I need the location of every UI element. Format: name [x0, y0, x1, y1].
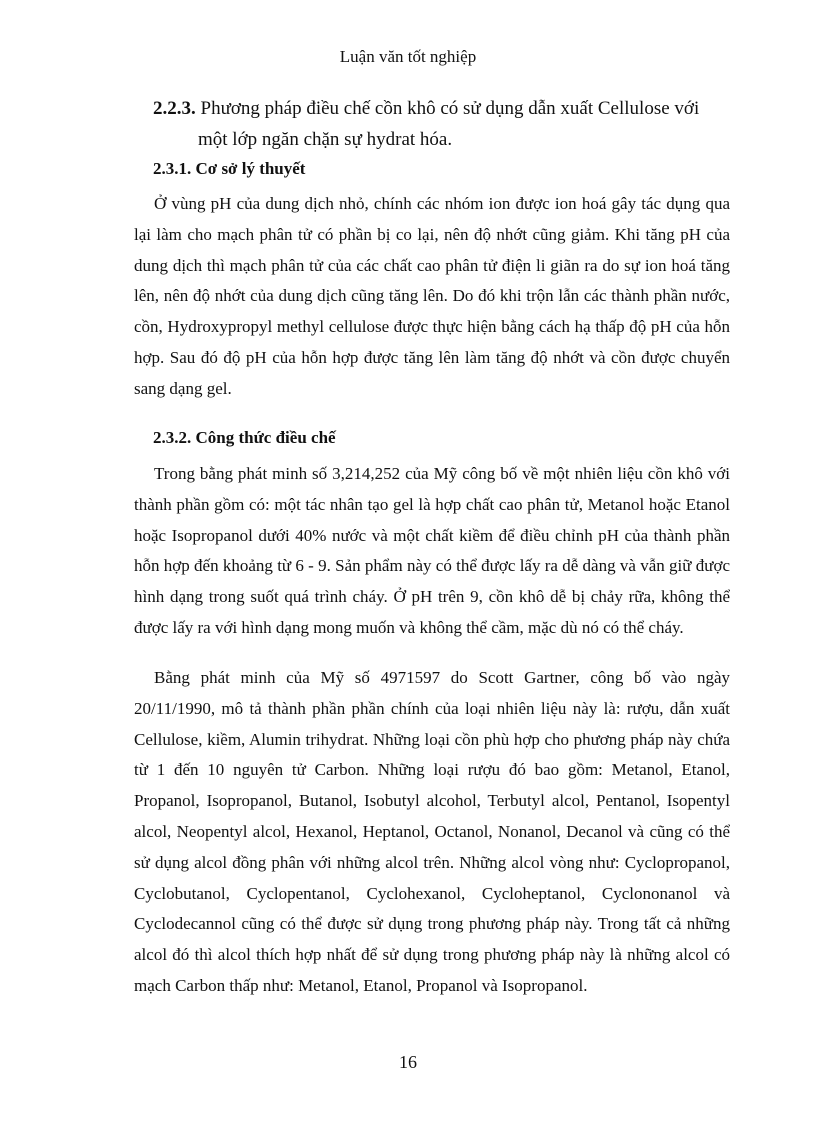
section-number: 2.2.3.: [153, 98, 196, 119]
page-header: Luận văn tốt nghiệp: [339, 47, 477, 66]
theory-paragraph: Ở vùng pH của dung dịch nhỏ, chính các nhóm ion được ion hoá gây tác dụng qua lại làm cho mạch phân tử có phần bị co lại, nên độ nhớt cũng giảm. Khi tăng pH của dung dịch thì mạch phân tử của các chất cao phân tử điện li giãn ra do sự ion hoá tăng lên, nên độ nhớt của dung dịch cũng tăng lên. Do đó khi trộn lẫn các thành phần nước, cồn, Hydroxypropyl methyl cellulose được thực hiện bằng cách hạ thấp độ pH của hỗn hợp. Sau đó độ pH của hỗn hợp được tăng lên làm tăng độ nhớt và cồn được chuyển sang dạng gel.: [134, 194, 730, 398]
subsection-heading-theory: 2.3.1. Cơ sở lý thuyết: [153, 159, 306, 178]
section-title: [153, 93, 733, 155]
section-title-line2: một lớp ngăn chặn sự hydrat hóa.: [198, 129, 453, 150]
subsection-heading-formula: 2.3.2. Công thức điều chế: [153, 428, 336, 447]
section-title-line1: Phương pháp điều chế cồn khô có sử dụng dẫn xuất Cellulose với: [200, 98, 700, 119]
formula-paragraph-2: Bằng phát minh của Mỹ số 4971597 do Scott Gartner, công bố vào ngày 20/11/1990, mô tả thành phần phần chính của loại nhiên liệu này là: rượu, dẫn xuất Cellulose, kiềm, Alumin trihydrat. Những loại cồn phù hợp cho phương pháp này chứa từ 1 đến 10 nguyên tử Carbon. Những loại rượu đó bao gồm: Metanol, Etanol, Propanol, Isopropanol, Butanol, Isobutyl alcohol, Terbutyl alcol, Pentanol, Isopentyl alcol, Neopentyl alcol, Hexanol, Heptanol, Octanol, Nonanol, Decanol và cũng có thể sử dụng alcol đồng phân với những alcol trên. Những alcol vòng như: Cyclopropanol, Cyclobutanol, Cyclopentanol, Cyclohexanol, Cycloheptanol, Cyclononanol và Cyclodecannol cũng có thể được sử dụng trong phương pháp này. Trong tất cả những alcol đó thì alcol thích hợp nhất để sử dụng trong phương pháp này là những alcol có mạch Carbon thấp như: Metanol, Etanol, Propanol và Isopropanol.: [134, 668, 730, 995]
page-number: 16: [399, 1052, 417, 1072]
formula-paragraph-1: Trong bằng phát minh số 3,214,252 của Mỹ công bố về một nhiên liệu cồn khô với thành phần gồm có: một tác nhân tạo gel là hợp chất cao phân tử, Metanol hoặc Etanol hoặc Isopropanol dưới 40% nước và một chất kiềm để điều chỉnh pH của thành phần hỗn hợp đến khoảng từ 6 - 9. Sản phẩm này có thể được lấy ra dễ dàng và vẫn giữ được hình dạng trong suốt quá trình cháy. Ở pH trên 9, cồn khô dễ bị chảy rữa, không thể được lấy ra với hình dạng mong muốn và không thể cầm, mặc dù nó có thể cháy.: [134, 464, 730, 637]
